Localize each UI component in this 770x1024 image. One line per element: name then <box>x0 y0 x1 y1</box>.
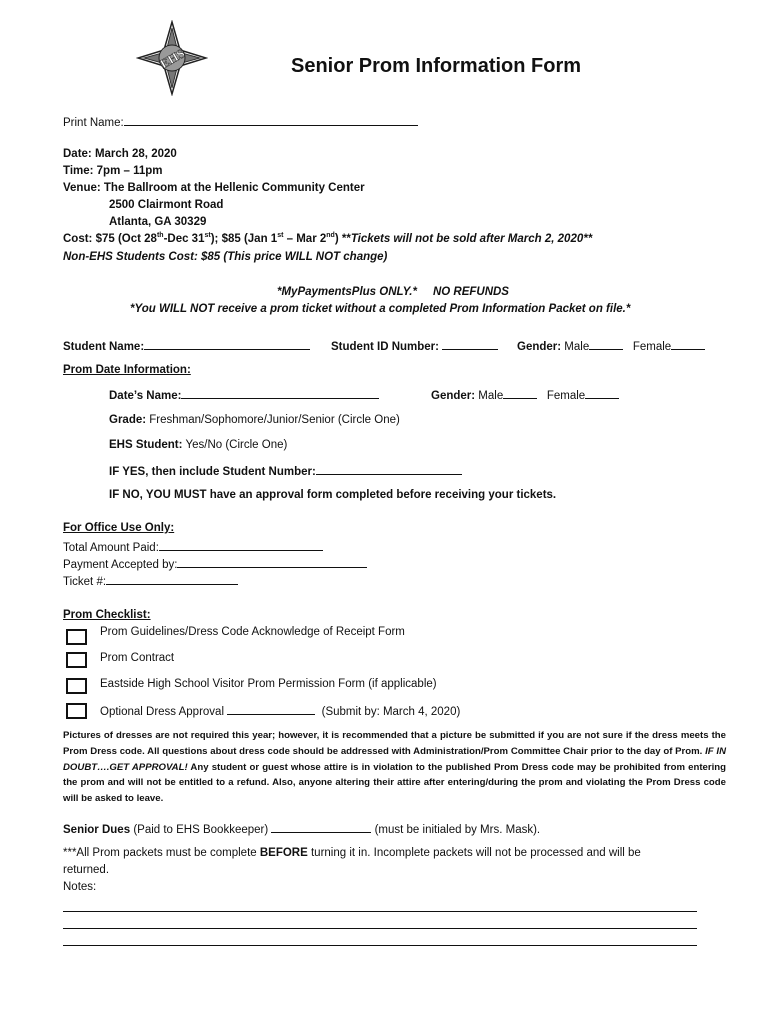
payment-accepted-field[interactable]: Payment Accepted by: <box>63 557 367 571</box>
checklist-item-1: Prom Guidelines/Dress Code Acknowledge of Receipt Form <box>100 626 405 638</box>
non-ehs-cost: Non-EHS Students Cost: $85 (This price WILL NOT change) <box>63 251 388 263</box>
logo-letters: EHS <box>157 45 188 72</box>
payment-notice: *MyPaymentsPlus ONLY.* NO REFUNDS <box>277 286 509 298</box>
ticket-number-field[interactable]: Ticket #: <box>63 574 238 588</box>
notes-label: Notes: <box>63 881 97 893</box>
checklist-item-4: Optional Dress Approval (Submit by: March 4, 2020) <box>100 706 461 718</box>
office-use-heading: For Office Use Only: <box>63 522 175 534</box>
student-gender-field[interactable]: Gender: Male Female <box>517 339 705 353</box>
senior-dues-field[interactable]: Senior Dues (Paid to EHS Bookkeeper) (must be initialed by Mrs. Mask). <box>63 824 541 836</box>
notes-line-1[interactable] <box>63 911 697 912</box>
checklist-checkbox-1[interactable] <box>66 629 87 645</box>
grade-field: Grade: Freshman/Sophomore/Junior/Senior (Circle One) <box>109 414 400 426</box>
total-paid-field[interactable]: Total Amount Paid: <box>63 540 323 554</box>
ticket-deadline-note: Tickets will not be sold after March 2, 2020** <box>350 233 593 245</box>
venue-city: Atlanta, GA 30329 <box>109 216 207 228</box>
student-name-field[interactable]: Student Name: <box>63 339 310 353</box>
page-title: Senior Prom Information Form <box>291 55 582 77</box>
date-gender-field[interactable]: Gender: Male Female <box>431 388 619 402</box>
notes-line-2[interactable] <box>63 928 697 929</box>
checklist-item-3: Eastside High School Visitor Prom Permission Form (if applicable) <box>100 678 437 690</box>
checklist-heading: Prom Checklist: <box>63 609 151 621</box>
print-name-field[interactable] <box>63 115 418 129</box>
school-logo <box>136 20 208 96</box>
checklist-checkbox-2[interactable] <box>66 652 87 668</box>
student-number-field[interactable]: IF YES, then include Student Number: <box>109 464 462 478</box>
checklist-checkbox-4[interactable] <box>66 703 87 719</box>
packet-notice: *You WILL NOT receive a prom ticket without a completed Prom Information Packet on file.* <box>130 303 631 315</box>
packets-note: ***All Prom packets must be complete BEFORE turning it in. Incomplete packets will not be processed and will be <box>63 847 641 859</box>
event-venue: Venue: The Ballroom at the Hellenic Community Center <box>63 182 365 194</box>
ehs-student-field: EHS Student: Yes/No (Circle One) <box>109 439 288 451</box>
dress-code-paragraph: Pictures of dresses are not required this year; however, it is recommended that a picture be submitted if you are not sure if the dress meets the Prom Dress code. All questions about dress code should be addressed with Administration/Prom Committee Chair prior to the day of Prom. IF IN DOUBT….GET APPROVAL! Any student or guest whose attire is in violation to the published Prom Dress code may be prohibited from entering the prom and will not be entitled to a refund. Also, anyone altering their attire after entering/during the prom and violating the Prom Dress code will be asked to leave. <box>63 730 726 805</box>
packets-note-line2: returned. <box>63 864 110 876</box>
event-cost: Cost: $75 (Oct 28th-Dec 31st); $85 (Jan 1st – Mar 2nd) **Tickets will not be sold after March 2, 2020** <box>63 232 593 245</box>
student-id-field[interactable]: Student ID Number: <box>331 339 498 353</box>
checklist-item-2: Prom Contract <box>100 652 175 664</box>
dress-submit-deadline: (Submit by: March 4, 2020) <box>321 706 461 718</box>
date-name-field[interactable]: Date’s Name: <box>109 388 379 402</box>
event-time: Time: 7pm – 11pm <box>63 165 163 177</box>
print-name-label: Print Name: <box>63 117 124 129</box>
venue-street: 2500 Clairmont Road <box>109 199 224 211</box>
date-info-heading: Prom Date Information: <box>63 364 191 376</box>
event-date: Date: March 28, 2020 <box>63 148 177 160</box>
checklist-checkbox-3[interactable] <box>66 678 87 694</box>
approval-required-note: IF NO, YOU MUST have an approval form completed before receiving your tickets. <box>109 489 557 501</box>
notes-line-3[interactable] <box>63 945 697 946</box>
